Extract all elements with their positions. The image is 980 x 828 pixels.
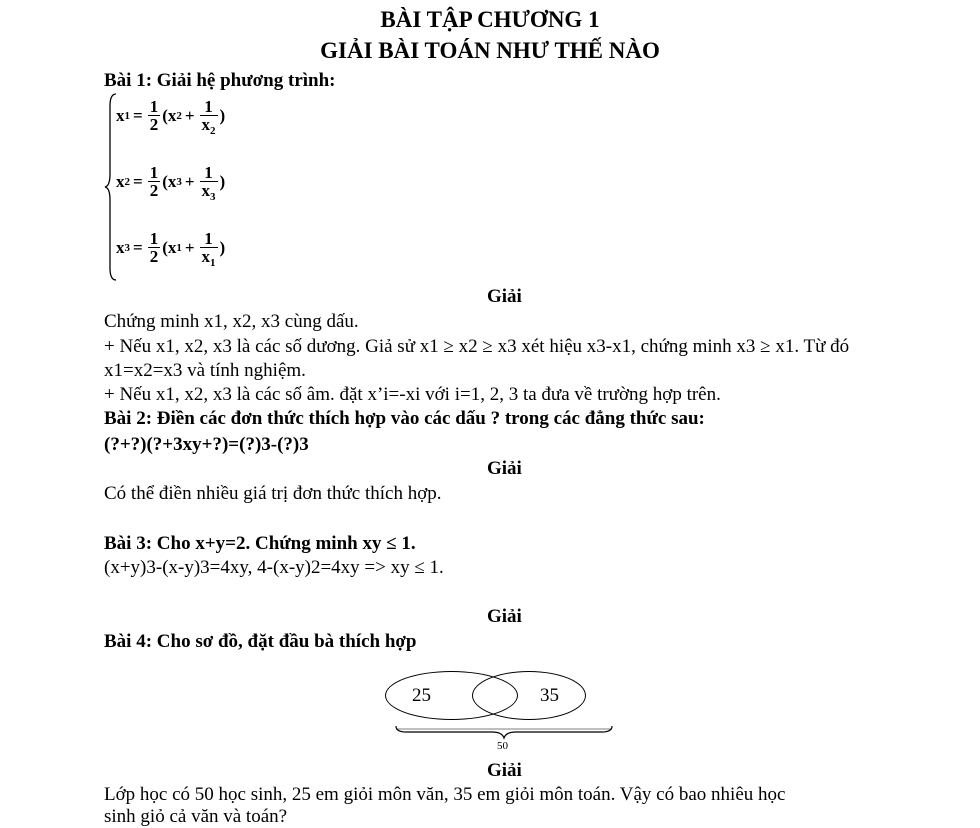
bai3-giai: Giải	[487, 606, 522, 627]
venn-left-value: 25	[412, 684, 431, 706]
title-line-2: GIẢI BÀI TOÁN NHƯ THẾ NÀO	[320, 38, 660, 63]
bai1-giai: Giải	[487, 286, 522, 307]
venn-ellipse-right	[472, 671, 586, 720]
bai4-answer-1: Lớp học có 50 học sinh, 25 em giỏi môn văn, 35 em giỏi môn toán. Vậy có bao nhiêu học	[104, 784, 786, 805]
bai3-heading: Bài 3: Cho x+y=2. Chứng minh xy ≤ 1.	[104, 533, 416, 554]
bai1-line-1: Chứng minh x1, x2, x3 cùng dấu.	[104, 311, 359, 332]
venn-right-value: 35	[540, 684, 559, 706]
bai2-heading: Bài 2: Điền các đơn thức thích hợp vào các dấu ? trong các đẳng thức sau:	[104, 408, 705, 429]
equation-2: x 2 = $\frac{1}{2}$ ( x 3 + $\frac{1}{x_3}$ )	[116, 163, 226, 203]
equation-3: x 3 = $\frac{1}{2}$ ( x 1 + $\frac{1}{x_1}$ )	[116, 229, 226, 269]
bai1-heading: Bài 1: Giải hệ phương trình:	[104, 70, 336, 91]
bai1-line-2: + Nếu x1, x2, x3 là các số dương. Giả sử x1 ≥ x2 ≥ x3 xét hiệu x3-x1, chứng minh x3 ≥ x1. Từ đó	[104, 336, 850, 357]
equation-1: x 1 = $\frac{1}{2}$ ( x 2 + $\frac{1}{x_2}$ )	[116, 97, 226, 137]
bai2-answer: Có thể điền nhiều giá trị đơn thức thích hợp.	[104, 483, 442, 504]
bai1-line-4: + Nếu x1, x2, x3 là các số âm. đặt x’i=-xi với i=1, 2, 3 ta đưa về trường hợp trên.	[104, 384, 721, 405]
bai2-expression: (?+?)(?+3xy+?)=(?)3-(?)3	[104, 434, 309, 455]
title-line-1: BÀI TẬP CHƯƠNG 1	[380, 7, 600, 32]
equation-system	[104, 92, 304, 282]
venn-total-value: 50	[497, 740, 508, 752]
bai4-giai: Giải	[487, 760, 522, 781]
bai4-answer-2: sinh giỏ cả văn và toán?	[104, 806, 288, 827]
bai3-line-1: (x+y)3-(x-y)3=4xy, 4-(x-y)2=4xy => xy ≤ 1.	[104, 557, 444, 578]
bai4-heading: Bài 4: Cho sơ đồ, đặt đầu bà thích hợp	[104, 631, 417, 652]
bai1-line-3: x1=x2=x3 và tính nghiệm.	[104, 360, 306, 381]
bai2-giai: Giải	[487, 458, 522, 479]
